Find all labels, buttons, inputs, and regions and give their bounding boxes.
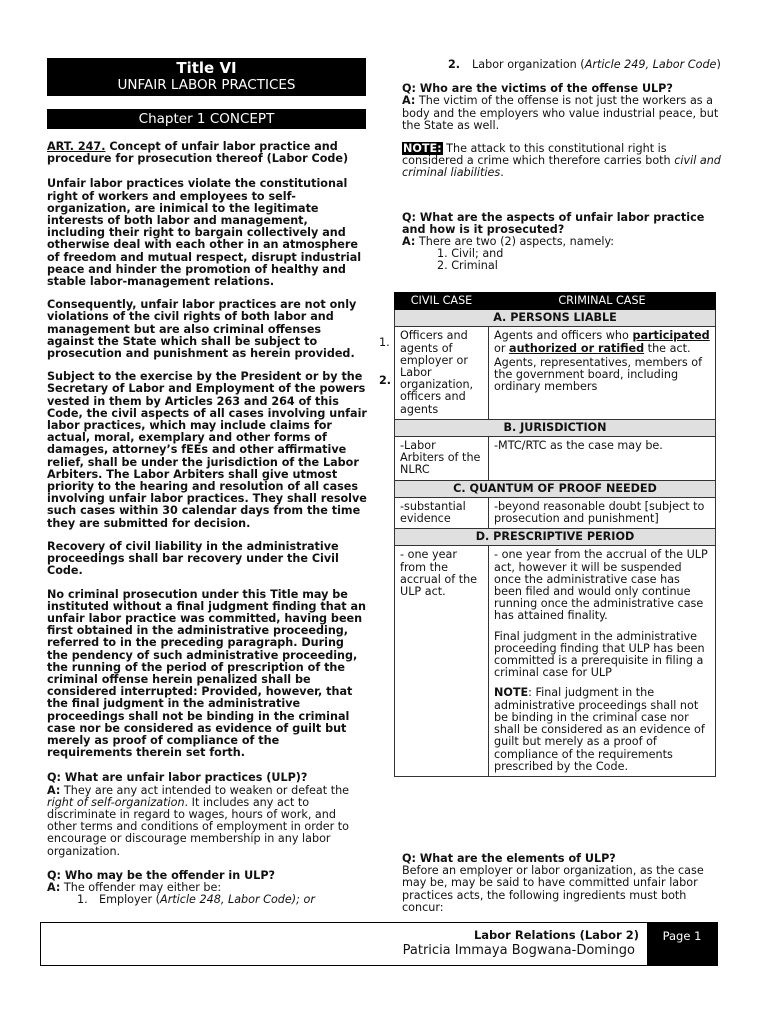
question-5: Q: What are the elements of ULP? — [402, 852, 616, 865]
page-footer — [40, 922, 718, 966]
article-para-2: Consequently, unfair labor practices are not only violations of the civil rights of both labor and management but are also criminal offenses against the State which shall be subject to prosecution and punishment as herein provided. — [47, 298, 357, 361]
persons-liable-num-2: 2. — [379, 374, 392, 387]
table-header-row — [395, 293, 716, 310]
section-row-a: A. PERSONS LIABLE — [395, 310, 716, 327]
article-heading: ART. 247. Concept of unfair labor practice and procedure for prosecution thereof (Labor Code) — [47, 140, 349, 166]
answer-5: Before an employer or labor organization, as the case may be, may be said to have committed unfair labor practices acts, the following ingredients must both concur: — [402, 864, 704, 914]
question-4: Q: What are the aspects of unfair labor practice and how is it prosecuted? — [402, 210, 705, 236]
title-banner — [47, 58, 366, 96]
footer-author: Patricia Immaya Bogwana-Domingo — [402, 943, 635, 958]
note-badge: NOTE: — [403, 142, 442, 156]
table-row — [395, 497, 716, 528]
article-para-1: Unfair labor practices violate the constitutional right of workers and employees to self-organization, are inimical to the legitimate interests of both labor and management, including their right to bargain collectively and otherwise deal with each other in an atmosphere of freedom and mutual respect, disrupt industrial peace and hinder the promotion of healthy and stable labor-management relations. — [47, 177, 362, 289]
chapter-heading: Chapter 1 CONCEPT — [47, 109, 366, 129]
footer-course: Labor Relations (Labor 2) — [473, 928, 639, 942]
jurisdiction-criminal: -MTC/RTC as the case may be. — [489, 437, 716, 481]
section-row-d: D. PRESCRIPTIVE PERIOD — [395, 529, 716, 546]
article-para-5: No criminal prosecution under this Title may be instituted without a final judgment finding that an unfair labor practice was committed, having been first obtained in the administrative proceeding, referred to in the preceding paragraph. During the pendency of such administrative proceeding, the running of the period of prescription of the criminal offense herein penalized shall be considered interrupted: Provided, however, that the final judgment in the administrative proceedings shall not be binding in the criminal case nor be considered as evidence of guilt but merely as proof of compliance of the requirements therein set forth. — [47, 587, 367, 760]
answer-1: A: They are any act intended to weaken or defeat the right of self-organization. It includes any act to discriminate in regard to wages, hours of work, and other terms and conditions of employment in order to encourage or discourage membership in any labor organization. — [47, 783, 350, 858]
aspect-civil: 1. Civil; and — [437, 247, 504, 261]
prescriptive-civil: - one year from the accrual of the ULP act. — [395, 546, 489, 776]
civil-criminal-table — [394, 292, 716, 777]
title-subheading: UNFAIR LABOR PRACTICES — [117, 77, 296, 93]
title-heading: Title VI — [176, 59, 237, 77]
offender-item-1: 1. Employer (Article 248, Labor Code); or — [77, 893, 315, 907]
jurisdiction-civil: -Labor Arbiters of the NLRC — [395, 437, 489, 481]
table-row — [395, 546, 716, 776]
table-row — [395, 437, 716, 481]
article-ref: ART. 247. — [47, 140, 106, 153]
persons-liable-civil: Officers and agents of employer or Labor organization, officers and agents — [395, 327, 489, 419]
aspect-criminal: 2. Criminal — [437, 259, 498, 273]
answer-3: A: The victim of the offense is not just the workers as a body and the employers who value industrial peace, but the State as well. — [402, 94, 719, 132]
col-civil-header: CIVIL CASE — [395, 293, 489, 310]
answer-2: A: The offender may either be: — [47, 880, 222, 894]
answer-4: A: There are two (2) aspects, namely: — [402, 235, 615, 249]
question-3: Q: Who are the victims of the offense ULP? — [402, 82, 673, 96]
article-para-3: Subject to the exercise by the President or by the Secretary of Labor and Employment of the powers vested in them by Articles 263 and 264 of this Code, the civil aspects of all cases involving unfair labor practices, which may include claims for actual, moral, exemplary and other forms of damages, attorney’s fEEs and other affirmative relief, shall be under the jurisdiction of the Labor Arbiters. The Labor Arbiters shall give utmost priority to the hearing and resolution of all cases involving unfair labor practices. They shall resolve such cases within 30 calendar days from the time they are submitted for decision. — [47, 370, 367, 530]
section-row-c: C. QUANTUM OF PROOF NEEDED — [395, 480, 716, 497]
page-number: Page 1 — [647, 923, 717, 965]
proof-criminal: -beyond reasonable doubt [subject to prosecution and punishment] — [489, 497, 716, 528]
left-column — [47, 141, 367, 906]
article-para-4: Recovery of civil liability in the administrative proceedings shall bar recovery under the Civil Code. — [47, 539, 339, 578]
proof-civil: -substantial evidence — [395, 497, 489, 528]
question-1: Q: What are unfair labor practices (ULP)? — [47, 771, 308, 785]
right-column-bottom — [402, 853, 720, 914]
note-paragraph: NOTE: The attack to this constitutional right is considered a crime which therefore carries both civil and criminal liabilities. — [402, 142, 721, 180]
prescriptive-criminal: - one year from the accrual of the ULP act, however it will be suspended once the administrative case has been filed and would only continue running once the administrative case has attained finality. Final judgment in the administrative proceeding finding that ULP has been committed is a prerequisite in filing a criminal case for ULP NOTE: Final judgment in the administrative proceedings shall not be binding in the criminal case nor shall be considered as an evidence of guilt but merely as a proof of compliance of the requirements prescribed by the Code. — [489, 546, 716, 776]
table-row — [395, 327, 716, 419]
section-row-b: B. JURISDICTION — [395, 419, 716, 436]
right-column-top — [402, 59, 722, 273]
col-criminal-header: CRIMINAL CASE — [489, 293, 716, 310]
persons-liable-criminal: Agents and officers who participated or authorized or ratified the act. Agents, representatives, members of the government board, including ordinary members — [489, 327, 716, 419]
offender-item-2: 2. Labor organization (Article 249, Labor Code) — [448, 58, 721, 71]
question-2: Q: Who may be the offender in ULP? — [47, 868, 276, 882]
persons-liable-num-1: 1. — [379, 336, 390, 349]
